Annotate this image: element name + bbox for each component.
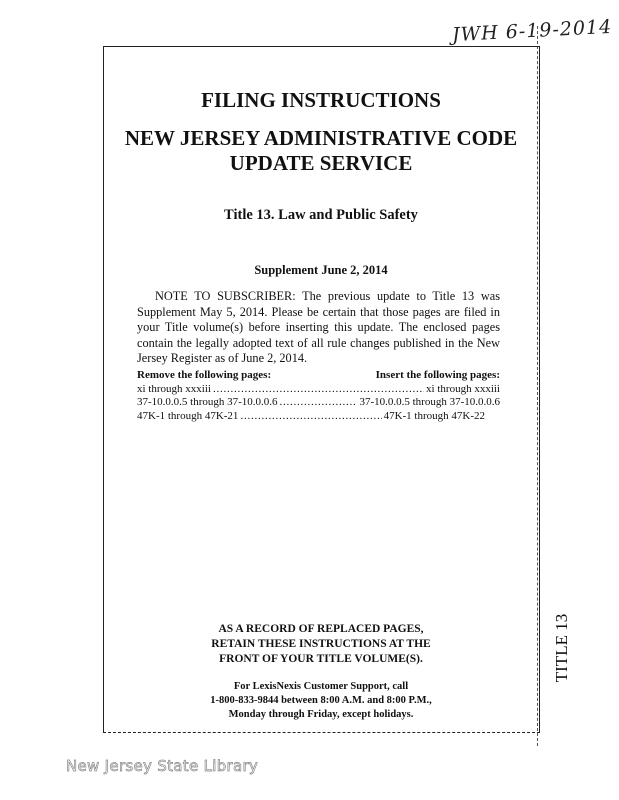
insert-pages: xi through xxxiii [426, 382, 500, 395]
customer-support [103, 680, 539, 722]
table-row [137, 396, 500, 410]
dot-leader [280, 396, 358, 410]
library-watermark: New Jersey State Library [66, 757, 259, 775]
insert-header: Insert the following pages: [375, 369, 500, 381]
code-heading-line1: NEW JERSEY ADMINISTRATIVE CODE [124, 126, 518, 150]
title-name: Title 13. Law and Public Safety [224, 207, 418, 223]
document-heading: FILING INSTRUCTIONS [201, 88, 441, 112]
record-line2: RETAIN THESE INSTRUCTIONS AT THE [211, 638, 431, 650]
supplement-date: Supplement June 2, 2014 [254, 263, 388, 277]
remove-pages: xi through xxxiii [137, 382, 211, 395]
support-phone: 1-800-833-9844 between 8:00 A.M. and 8:00 P.M., [210, 695, 432, 706]
subscriber-note: NOTE TO SUBSCRIBER: The previous update to Title 13 was Supplement May 5, 2014. Please be certain that those pages are filed in your Title volume(s) before inserting this update. The enclosed pages contain the legally adopted text of all rule changes published in the New Jersey Register as of June 2, 2014. [137, 289, 500, 365]
record-line1: AS A RECORD OF REPLACED PAGES, [218, 623, 424, 635]
code-heading-line2: UPDATE SERVICE [229, 151, 413, 175]
handwritten-annotation: JWH 6-19-2014 [451, 15, 613, 47]
remove-header: Remove the following pages: [137, 369, 272, 381]
remove-pages: 47K-1 through 47K-21 [137, 409, 239, 422]
page-frame-right-rule [539, 46, 540, 732]
record-instructions [103, 622, 539, 667]
table-row [137, 410, 485, 424]
record-line3: FRONT OF YOUR TITLE VOLUME(S). [219, 653, 423, 665]
insert-pages: 47K-1 through 47K-22 [383, 409, 485, 422]
insert-pages: 37-10.0.0.5 through 37-10.0.0.6 [359, 396, 500, 408]
pages-table-header [137, 369, 500, 383]
code-heading [103, 126, 539, 176]
title-tab-label: TITLE 13 [552, 613, 571, 683]
dot-leader [213, 383, 424, 397]
support-hours: Monday through Friday, except holidays. [228, 709, 414, 720]
dot-leader [240, 410, 381, 424]
support-line1: For LexisNexis Customer Support, call [233, 681, 409, 692]
table-row [137, 383, 500, 397]
remove-pages: 37-10.0.0.5 through 37-10.0.0.6 [137, 396, 278, 408]
pages-table [137, 369, 500, 423]
